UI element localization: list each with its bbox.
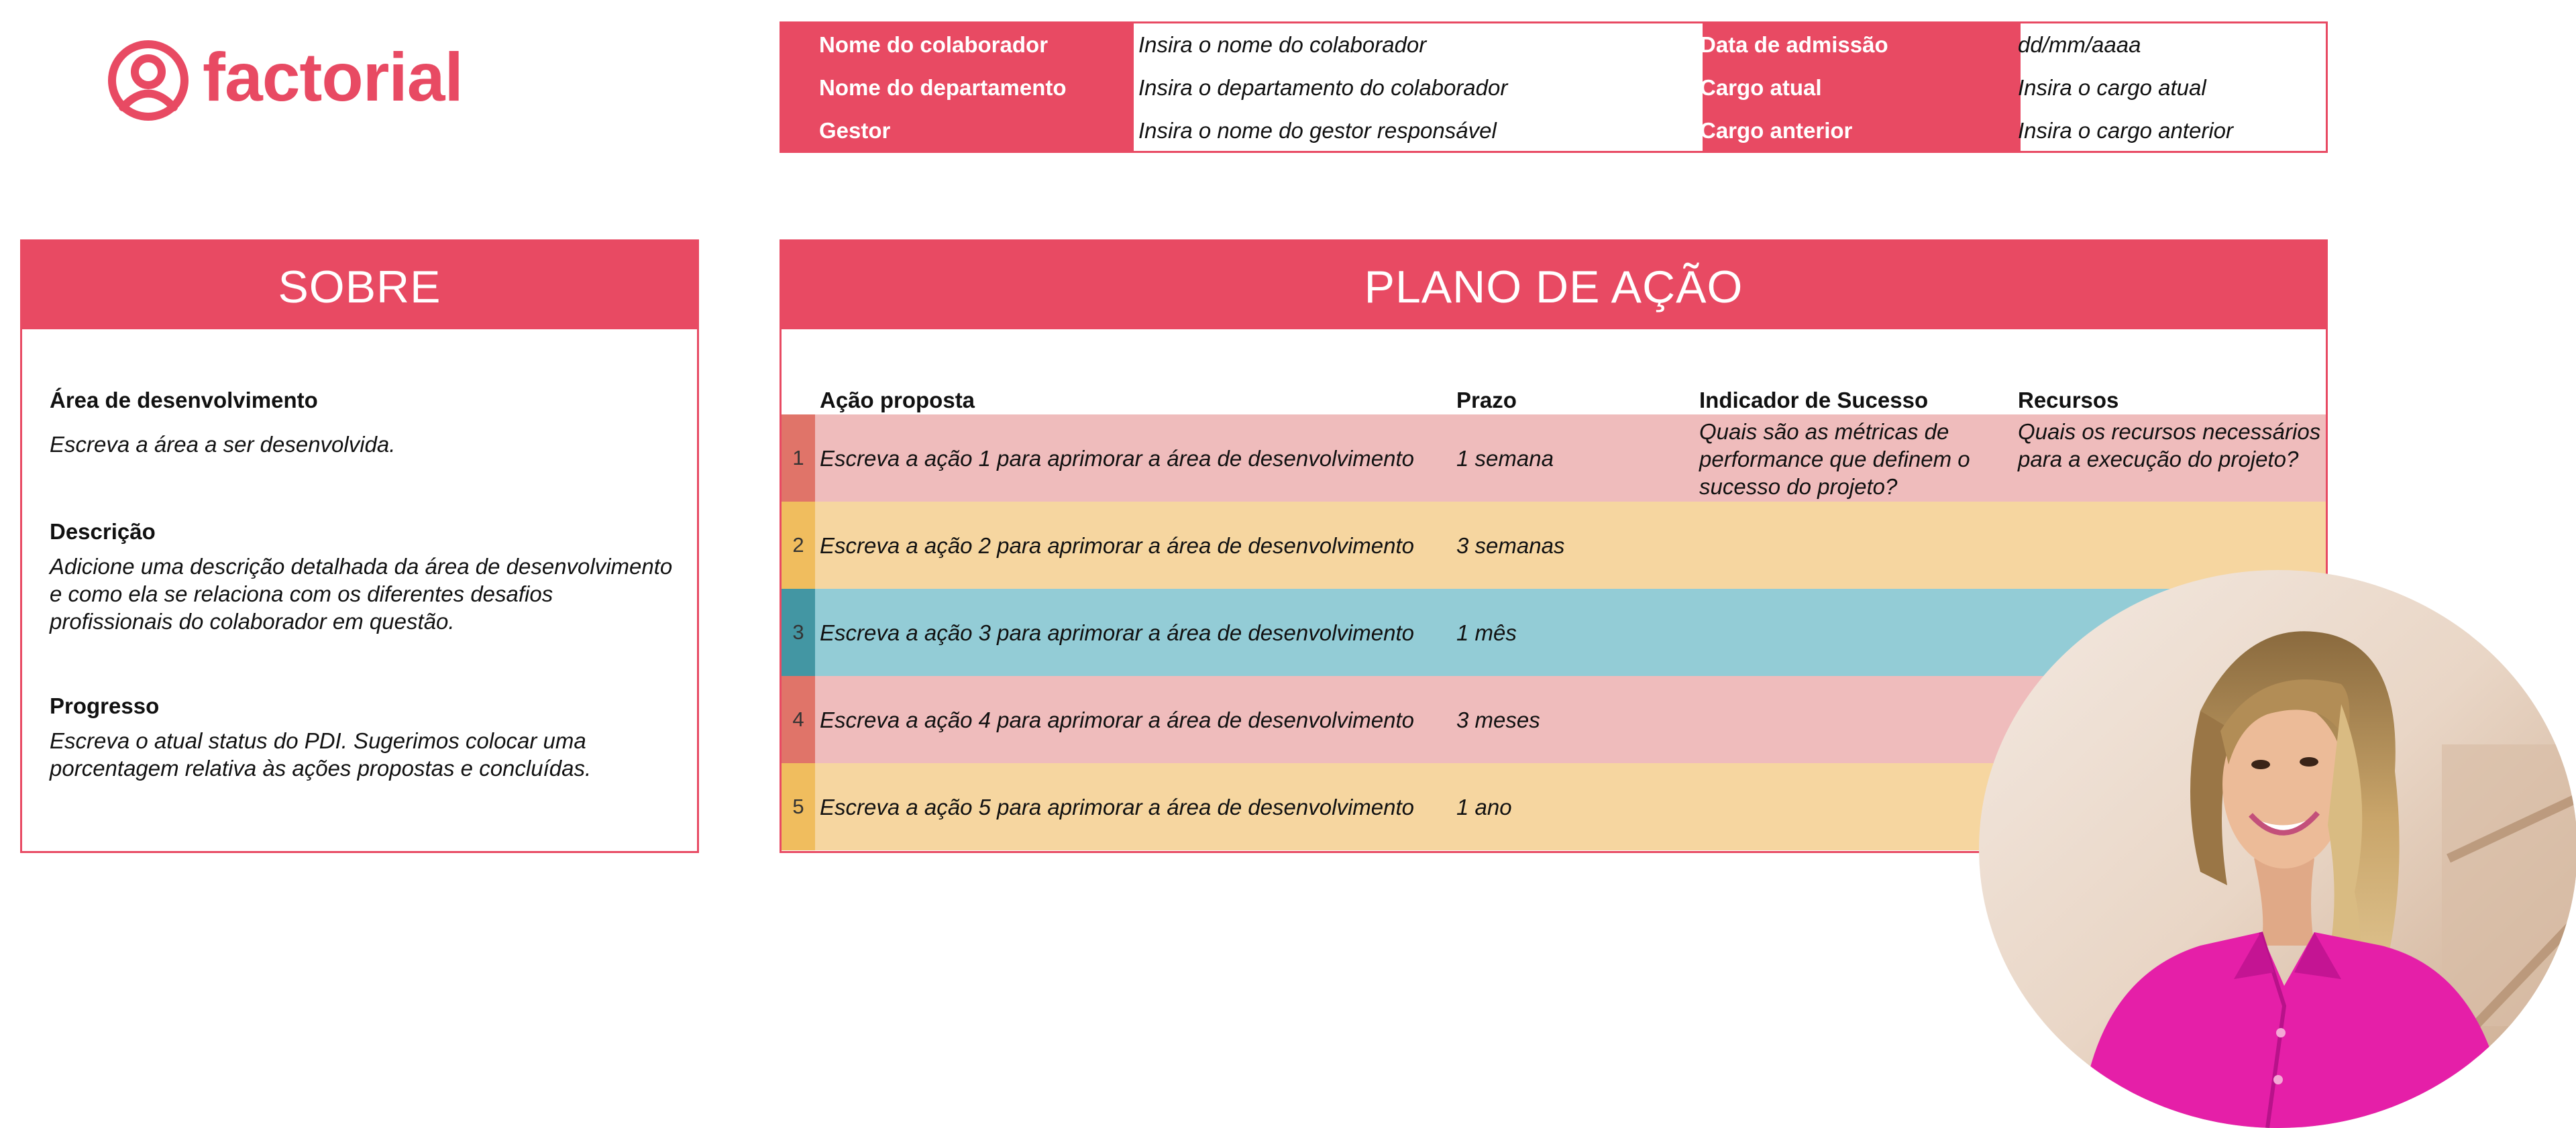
- development-area-text[interactable]: Escreva a área a ser desenvolvida.: [50, 432, 396, 457]
- resources-cell[interactable]: Quais os recursos necessários para a execução do projeto?: [2018, 419, 2321, 471]
- col-header-resources: Recursos: [2018, 388, 2119, 412]
- description-text[interactable]: Adicione uma descrição detalhada da área de desenvolvimento e como ela se relaciona com os diferentes desafios profissionais do colaborador em questão.: [50, 554, 673, 634]
- table-row: [782, 414, 2328, 502]
- about-panel-title: SOBRE: [22, 241, 697, 329]
- info-label-current-role: Cargo atual: [1700, 75, 1822, 100]
- development-area-title: Área de desenvolvimento: [50, 388, 318, 412]
- factorial-logo: [106, 37, 463, 124]
- current-role-field[interactable]: Insira o cargo atual: [2018, 75, 2206, 100]
- success-indicator-cell[interactable]: Quais são as métricas de performance que definem o sucesso do projeto?: [1699, 419, 1970, 499]
- deadline-cell[interactable]: 1 semana: [1456, 446, 1554, 471]
- col-header-success-indicator: Indicador de Sucesso: [1699, 388, 1929, 412]
- row-number: 4: [782, 676, 815, 763]
- action-cell[interactable]: Escreva a ação 1 para aprimorar a área de desenvolvimento: [820, 446, 1414, 471]
- deadline-cell[interactable]: 3 semanas: [1456, 533, 1565, 558]
- col-header-deadline: Prazo: [1456, 388, 1517, 412]
- action-cell[interactable]: Escreva a ação 2 para aprimorar a área de desenvolvimento: [820, 533, 1414, 558]
- action-cell[interactable]: Escreva a ação 4 para aprimorar a área de desenvolvimento: [820, 708, 1414, 732]
- info-label-admission-date: Data de admissão: [1700, 32, 1888, 57]
- info-label-previous-role: Cargo anterior: [1700, 118, 1853, 143]
- action-plan-title: PLANO DE AÇÃO: [782, 241, 2326, 329]
- employee-name-field[interactable]: Insira o nome do colaborador: [1138, 32, 1427, 57]
- previous-role-field[interactable]: Insira o cargo anterior: [2018, 118, 2233, 143]
- user-circle-icon: [106, 38, 191, 123]
- progress-title: Progresso: [50, 693, 160, 718]
- info-label-manager: Gestor: [819, 118, 891, 143]
- person-photo: [1979, 570, 2576, 1128]
- admission-date-field[interactable]: dd/mm/aaaa: [2018, 32, 2141, 57]
- action-cell[interactable]: Escreva a ação 3 para aprimorar a área de desenvolvimento: [820, 620, 1414, 645]
- row-number: 3: [782, 589, 815, 676]
- col-header-action: Ação proposta: [820, 388, 975, 412]
- action-cell[interactable]: Escreva a ação 5 para aprimorar a área de desenvolvimento: [820, 795, 1414, 820]
- info-label-employee-name: Nome do colaborador: [819, 32, 1049, 57]
- row-number: 2: [782, 502, 815, 589]
- deadline-cell[interactable]: 1 ano: [1456, 795, 1512, 820]
- about-panel: [20, 239, 699, 853]
- info-label-department: Nome do departamento: [819, 75, 1067, 100]
- description-title: Descrição: [50, 519, 156, 544]
- progress-text[interactable]: Escreva o atual status do PDI. Sugerimos colocar uma porcentagem relativa às ações propostas e concluídas.: [50, 728, 592, 781]
- table-row: [782, 502, 2328, 589]
- manager-field[interactable]: Insira o nome do gestor responsável: [1138, 118, 1497, 143]
- row-number: 5: [782, 763, 815, 850]
- department-field[interactable]: Insira o departamento do colaborador: [1138, 75, 1508, 100]
- employee-info-table: [780, 21, 2328, 153]
- row-number: 1: [782, 414, 815, 502]
- deadline-cell[interactable]: 3 meses: [1456, 708, 1540, 732]
- person-photo-icon: [1979, 570, 2576, 1128]
- deadline-cell[interactable]: 1 mês: [1456, 620, 1517, 645]
- logo-text: factorial: [203, 39, 463, 115]
